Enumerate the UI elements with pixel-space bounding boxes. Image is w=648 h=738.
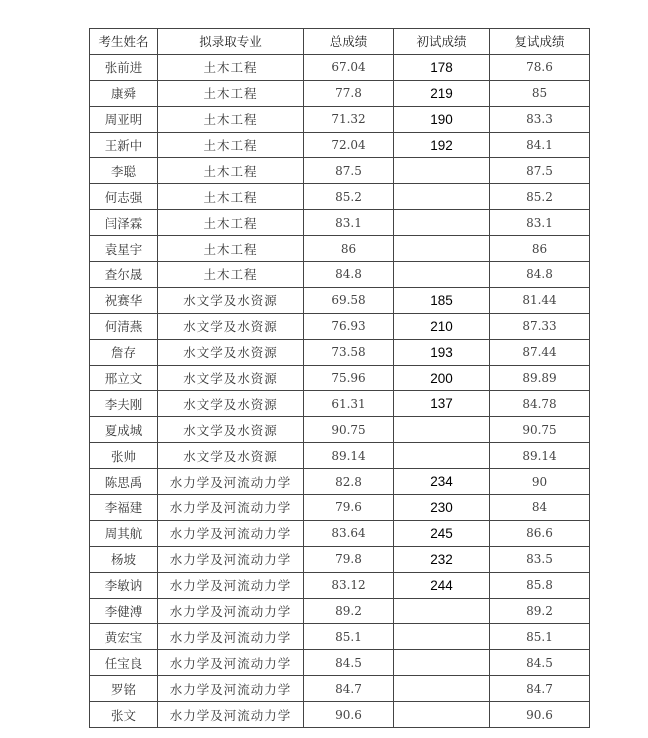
table-row xyxy=(90,132,590,158)
cell-prelim-score: 219 xyxy=(394,80,490,106)
cell-retest-score: 89.14 xyxy=(490,443,590,469)
table-row xyxy=(90,624,590,650)
cell-retest-score: 84.7 xyxy=(490,676,590,702)
cell-prelim-score: 245 xyxy=(394,520,490,546)
cell-name: 张前进 xyxy=(90,54,158,80)
admission-scores-table xyxy=(89,28,590,728)
cell-prelim-score: 178 xyxy=(394,54,490,80)
cell-total-score: 72.04 xyxy=(304,132,394,158)
table-row xyxy=(90,158,590,184)
cell-prelim-score: 200 xyxy=(394,365,490,391)
cell-prelim-score xyxy=(394,262,490,288)
cell-total-score: 86 xyxy=(304,236,394,262)
cell-name: 李健溥 xyxy=(90,598,158,624)
table-row xyxy=(90,650,590,676)
table-row xyxy=(90,313,590,339)
cell-major: 水文学及水资源 xyxy=(158,365,304,391)
cell-name: 查尔晟 xyxy=(90,262,158,288)
header-name: 考生姓名 xyxy=(90,29,158,55)
cell-total-score: 84.8 xyxy=(304,262,394,288)
cell-name: 詹存 xyxy=(90,339,158,365)
cell-prelim-score xyxy=(394,443,490,469)
cell-prelim-score xyxy=(394,184,490,210)
table-row xyxy=(90,572,590,598)
cell-total-score: 61.31 xyxy=(304,391,394,417)
cell-prelim-score: 244 xyxy=(394,572,490,598)
cell-major: 土木工程 xyxy=(158,210,304,236)
cell-retest-score: 87.5 xyxy=(490,158,590,184)
cell-name: 祝赛华 xyxy=(90,287,158,313)
cell-retest-score: 89.2 xyxy=(490,598,590,624)
cell-name: 黄宏宝 xyxy=(90,624,158,650)
cell-name: 李敏讷 xyxy=(90,572,158,598)
cell-retest-score: 84.8 xyxy=(490,262,590,288)
cell-prelim-score xyxy=(394,417,490,443)
cell-major: 土木工程 xyxy=(158,158,304,184)
cell-name: 王新中 xyxy=(90,132,158,158)
cell-retest-score: 84.1 xyxy=(490,132,590,158)
cell-major: 土木工程 xyxy=(158,132,304,158)
header-major: 拟录取专业 xyxy=(158,29,304,55)
cell-major: 土木工程 xyxy=(158,184,304,210)
cell-total-score: 67.04 xyxy=(304,54,394,80)
cell-total-score: 90.75 xyxy=(304,417,394,443)
cell-total-score: 75.96 xyxy=(304,365,394,391)
header-prelim-score: 初试成绩 xyxy=(394,29,490,55)
cell-prelim-score xyxy=(394,598,490,624)
cell-prelim-score xyxy=(394,624,490,650)
cell-major: 土木工程 xyxy=(158,54,304,80)
cell-total-score: 79.8 xyxy=(304,546,394,572)
cell-major: 水文学及水资源 xyxy=(158,313,304,339)
cell-total-score: 89.14 xyxy=(304,443,394,469)
cell-total-score: 83.64 xyxy=(304,520,394,546)
cell-total-score: 76.93 xyxy=(304,313,394,339)
header-row xyxy=(90,29,590,55)
table-row xyxy=(90,184,590,210)
cell-retest-score: 84.5 xyxy=(490,650,590,676)
cell-retest-score: 83.3 xyxy=(490,106,590,132)
cell-total-score: 90.6 xyxy=(304,702,394,728)
cell-major: 水力学及河流动力学 xyxy=(158,469,304,495)
cell-retest-score: 84 xyxy=(490,495,590,521)
cell-name: 夏成城 xyxy=(90,417,158,443)
cell-prelim-score: 137 xyxy=(394,391,490,417)
cell-name: 陈思禹 xyxy=(90,469,158,495)
cell-retest-score: 85 xyxy=(490,80,590,106)
table-row xyxy=(90,469,590,495)
cell-prelim-score: 232 xyxy=(394,546,490,572)
cell-retest-score: 90.6 xyxy=(490,702,590,728)
cell-major: 水力学及河流动力学 xyxy=(158,676,304,702)
cell-major: 水力学及河流动力学 xyxy=(158,546,304,572)
cell-name: 周亚明 xyxy=(90,106,158,132)
cell-total-score: 85.1 xyxy=(304,624,394,650)
cell-total-score: 89.2 xyxy=(304,598,394,624)
cell-major: 水力学及河流动力学 xyxy=(158,624,304,650)
table-row xyxy=(90,546,590,572)
cell-major: 水力学及河流动力学 xyxy=(158,495,304,521)
cell-retest-score: 83.1 xyxy=(490,210,590,236)
cell-major: 水文学及水资源 xyxy=(158,287,304,313)
cell-major: 水文学及水资源 xyxy=(158,391,304,417)
cell-prelim-score: 193 xyxy=(394,339,490,365)
cell-prelim-score xyxy=(394,210,490,236)
cell-name: 李福建 xyxy=(90,495,158,521)
table-row xyxy=(90,495,590,521)
header-retest-score: 复试成绩 xyxy=(490,29,590,55)
table-row xyxy=(90,417,590,443)
cell-name: 张文 xyxy=(90,702,158,728)
cell-total-score: 83.12 xyxy=(304,572,394,598)
cell-name: 邢立文 xyxy=(90,365,158,391)
table-row xyxy=(90,676,590,702)
cell-major: 水文学及水资源 xyxy=(158,339,304,365)
cell-total-score: 73.58 xyxy=(304,339,394,365)
cell-retest-score: 90.75 xyxy=(490,417,590,443)
cell-major: 水文学及水资源 xyxy=(158,417,304,443)
cell-prelim-score: 234 xyxy=(394,469,490,495)
cell-major: 水力学及河流动力学 xyxy=(158,572,304,598)
table-row xyxy=(90,520,590,546)
cell-total-score: 87.5 xyxy=(304,158,394,184)
cell-major: 土木工程 xyxy=(158,80,304,106)
cell-name: 何清燕 xyxy=(90,313,158,339)
cell-retest-score: 83.5 xyxy=(490,546,590,572)
cell-prelim-score: 230 xyxy=(394,495,490,521)
cell-name: 李夫刚 xyxy=(90,391,158,417)
cell-retest-score: 87.44 xyxy=(490,339,590,365)
cell-prelim-score xyxy=(394,236,490,262)
cell-retest-score: 81.44 xyxy=(490,287,590,313)
table-row xyxy=(90,391,590,417)
cell-major: 水力学及河流动力学 xyxy=(158,702,304,728)
cell-total-score: 69.58 xyxy=(304,287,394,313)
cell-prelim-score xyxy=(394,702,490,728)
cell-retest-score: 85.8 xyxy=(490,572,590,598)
table-row xyxy=(90,339,590,365)
table-body xyxy=(90,54,590,727)
cell-major: 土木工程 xyxy=(158,236,304,262)
table-row xyxy=(90,236,590,262)
cell-retest-score: 78.6 xyxy=(490,54,590,80)
cell-prelim-score: 190 xyxy=(394,106,490,132)
cell-total-score: 84.7 xyxy=(304,676,394,702)
cell-retest-score: 89.89 xyxy=(490,365,590,391)
cell-name: 康舜 xyxy=(90,80,158,106)
cell-retest-score: 90 xyxy=(490,469,590,495)
cell-name: 李聪 xyxy=(90,158,158,184)
cell-name: 闫泽霖 xyxy=(90,210,158,236)
cell-total-score: 83.1 xyxy=(304,210,394,236)
cell-name: 罗铭 xyxy=(90,676,158,702)
cell-prelim-score xyxy=(394,676,490,702)
table-row xyxy=(90,54,590,80)
table-row xyxy=(90,287,590,313)
table-row xyxy=(90,443,590,469)
cell-retest-score: 85.1 xyxy=(490,624,590,650)
cell-total-score: 71.32 xyxy=(304,106,394,132)
cell-major: 土木工程 xyxy=(158,262,304,288)
table-row xyxy=(90,702,590,728)
cell-prelim-score xyxy=(394,158,490,184)
cell-name: 张帅 xyxy=(90,443,158,469)
cell-name: 杨坡 xyxy=(90,546,158,572)
cell-major: 水力学及河流动力学 xyxy=(158,598,304,624)
cell-name: 任宝良 xyxy=(90,650,158,676)
table-row xyxy=(90,80,590,106)
cell-major: 土木工程 xyxy=(158,106,304,132)
table-row xyxy=(90,598,590,624)
cell-prelim-score xyxy=(394,650,490,676)
table-row xyxy=(90,365,590,391)
cell-retest-score: 84.78 xyxy=(490,391,590,417)
table-row xyxy=(90,106,590,132)
cell-total-score: 85.2 xyxy=(304,184,394,210)
cell-major: 水力学及河流动力学 xyxy=(158,520,304,546)
cell-total-score: 77.8 xyxy=(304,80,394,106)
header-total-score: 总成绩 xyxy=(304,29,394,55)
cell-total-score: 82.8 xyxy=(304,469,394,495)
cell-major: 水文学及水资源 xyxy=(158,443,304,469)
cell-prelim-score: 192 xyxy=(394,132,490,158)
cell-name: 周其航 xyxy=(90,520,158,546)
cell-retest-score: 85.2 xyxy=(490,184,590,210)
cell-total-score: 84.5 xyxy=(304,650,394,676)
cell-name: 何志强 xyxy=(90,184,158,210)
cell-retest-score: 87.33 xyxy=(490,313,590,339)
table-row xyxy=(90,210,590,236)
cell-name: 袁星宇 xyxy=(90,236,158,262)
cell-retest-score: 86.6 xyxy=(490,520,590,546)
table-row xyxy=(90,262,590,288)
cell-major: 水力学及河流动力学 xyxy=(158,650,304,676)
cell-total-score: 79.6 xyxy=(304,495,394,521)
cell-prelim-score: 185 xyxy=(394,287,490,313)
cell-prelim-score: 210 xyxy=(394,313,490,339)
cell-retest-score: 86 xyxy=(490,236,590,262)
